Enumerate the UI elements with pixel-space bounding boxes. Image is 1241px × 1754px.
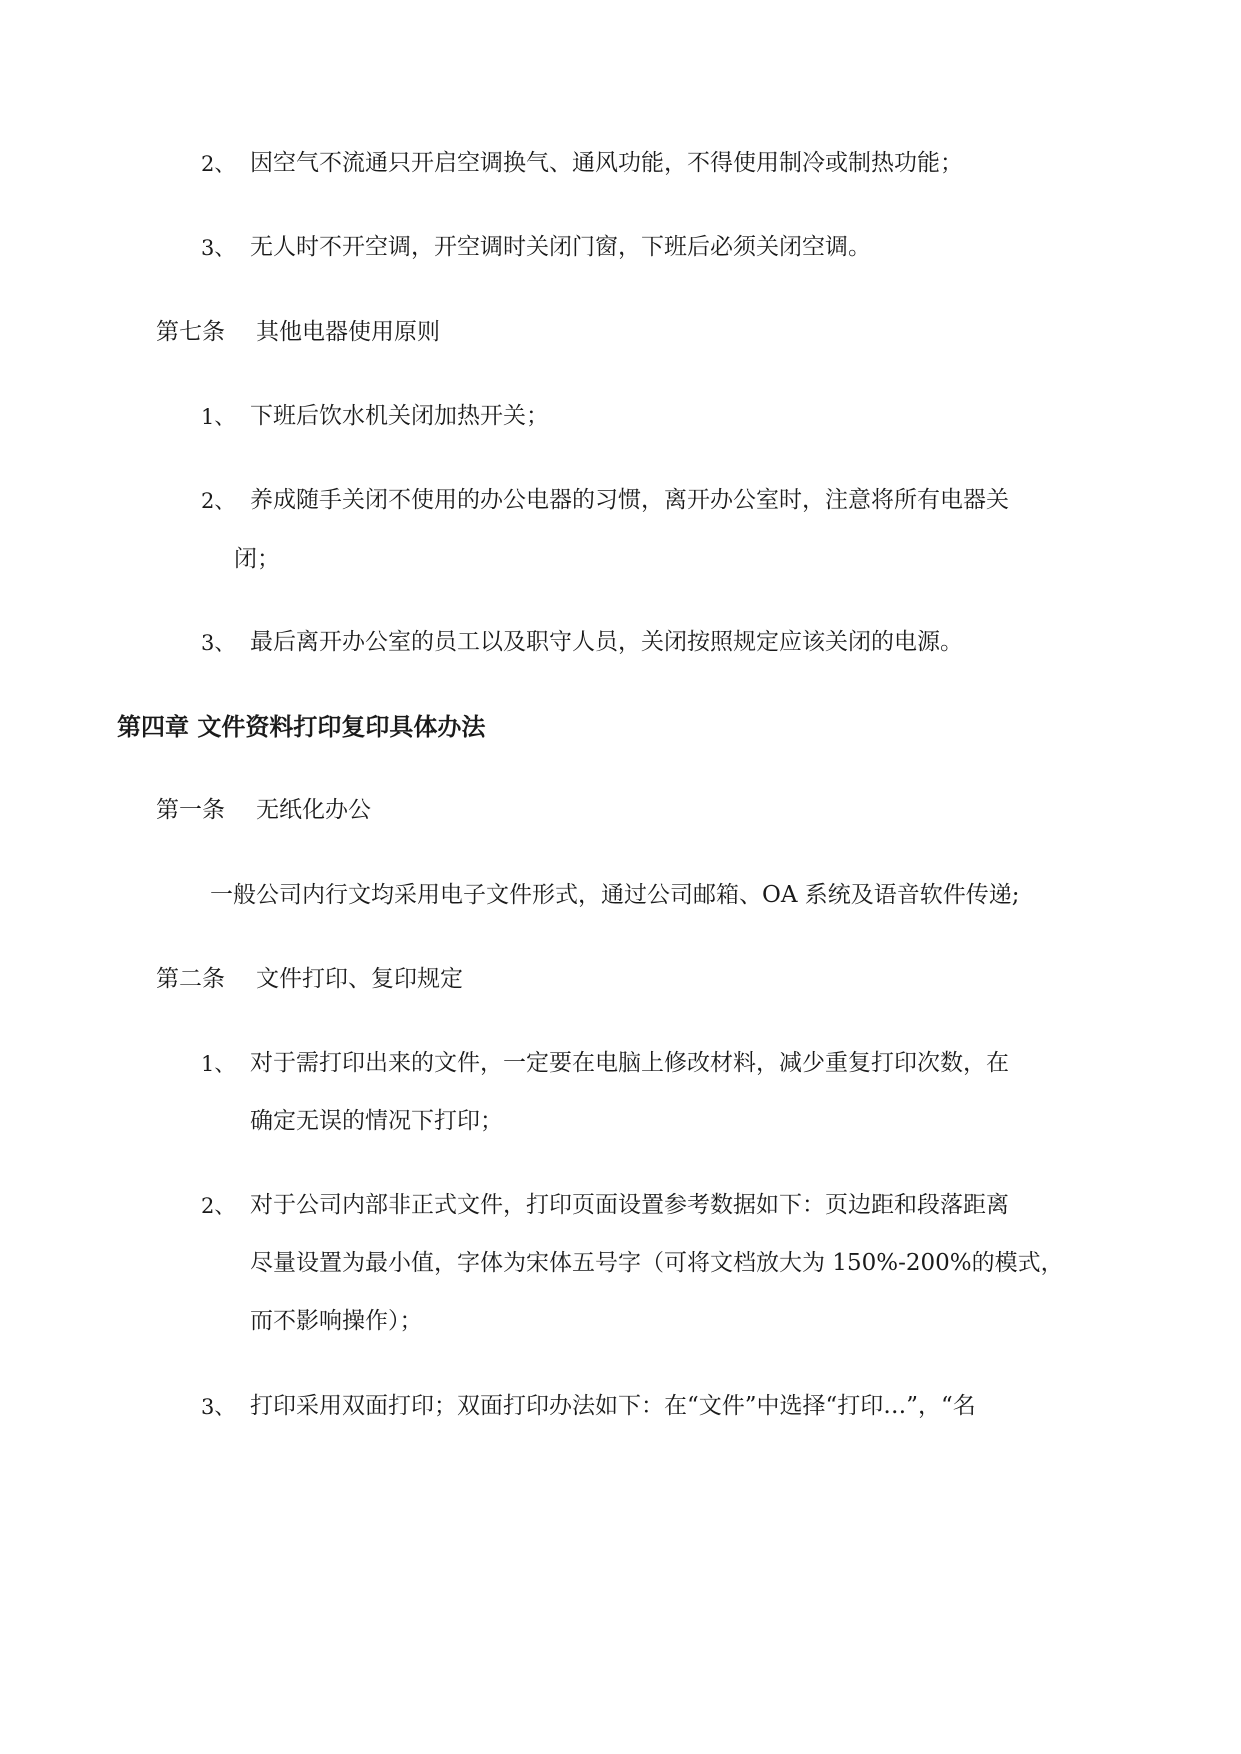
list-item-text: 对于需打印出来的文件，一定要在电脑上修改材料，减少重复打印次数，在 <box>250 1050 1009 1076</box>
list-number: 3、 <box>201 631 236 655</box>
list-item-text: 对于公司内部非正式文件，打印页面设置参考数据如下：页边距和段落距离 <box>250 1192 1009 1218</box>
list-number: 3、 <box>201 1395 236 1419</box>
list-item-continuation: 闭； <box>234 546 280 572</box>
article-body: 一般公司内行文均采用电子文件形式，通过公司邮箱、OA 系统及语音软件传递; <box>210 882 1020 908</box>
article-title: 文件打印、复印规定 <box>256 966 463 992</box>
list-item-text: 无人时不开空调，开空调时关闭门窗，下班后必须关闭空调。 <box>250 234 871 260</box>
list-number: 1、 <box>201 405 236 429</box>
article-label: 第二条 <box>156 966 225 992</box>
list-number: 2、 <box>201 489 236 513</box>
list-item-text: 下班后饮水机关闭加热开关； <box>250 403 549 429</box>
article-label: 第七条 <box>156 319 225 345</box>
article-title: 其他电器使用原则 <box>256 319 440 345</box>
list-item-continuation: 确定无误的情况下打印； <box>250 1108 503 1134</box>
list-number: 2、 <box>201 1194 236 1218</box>
list-item-text: 打印采用双面打印；双面打印办法如下：在“文件”中选择“打印…”，“名 <box>250 1393 976 1419</box>
list-item-continuation: 而不影响操作）； <box>250 1308 423 1334</box>
list-number: 2、 <box>201 152 236 176</box>
list-item-continuation: 尽量设置为最小值，字体为宋体五号字（可将文档放大为 150%-200%的模式， <box>250 1250 1064 1276</box>
list-item-text: 最后离开办公室的员工以及职守人员，关闭按照规定应该关闭的电源。 <box>250 629 963 655</box>
list-item-text: 养成随手关闭不使用的办公电器的习惯，离开办公室时，注意将所有电器关 <box>250 487 1009 513</box>
article-label: 第一条 <box>156 797 225 823</box>
article-title: 无纸化办公 <box>256 797 371 823</box>
list-number: 1、 <box>201 1052 236 1076</box>
list-number: 3、 <box>201 236 236 260</box>
chapter-heading: 第四章 文件资料打印复印具体办法 <box>117 713 486 741</box>
list-item-text: 因空气不流通只开启空调换气、通风功能，不得使用制冷或制热功能； <box>250 150 963 176</box>
